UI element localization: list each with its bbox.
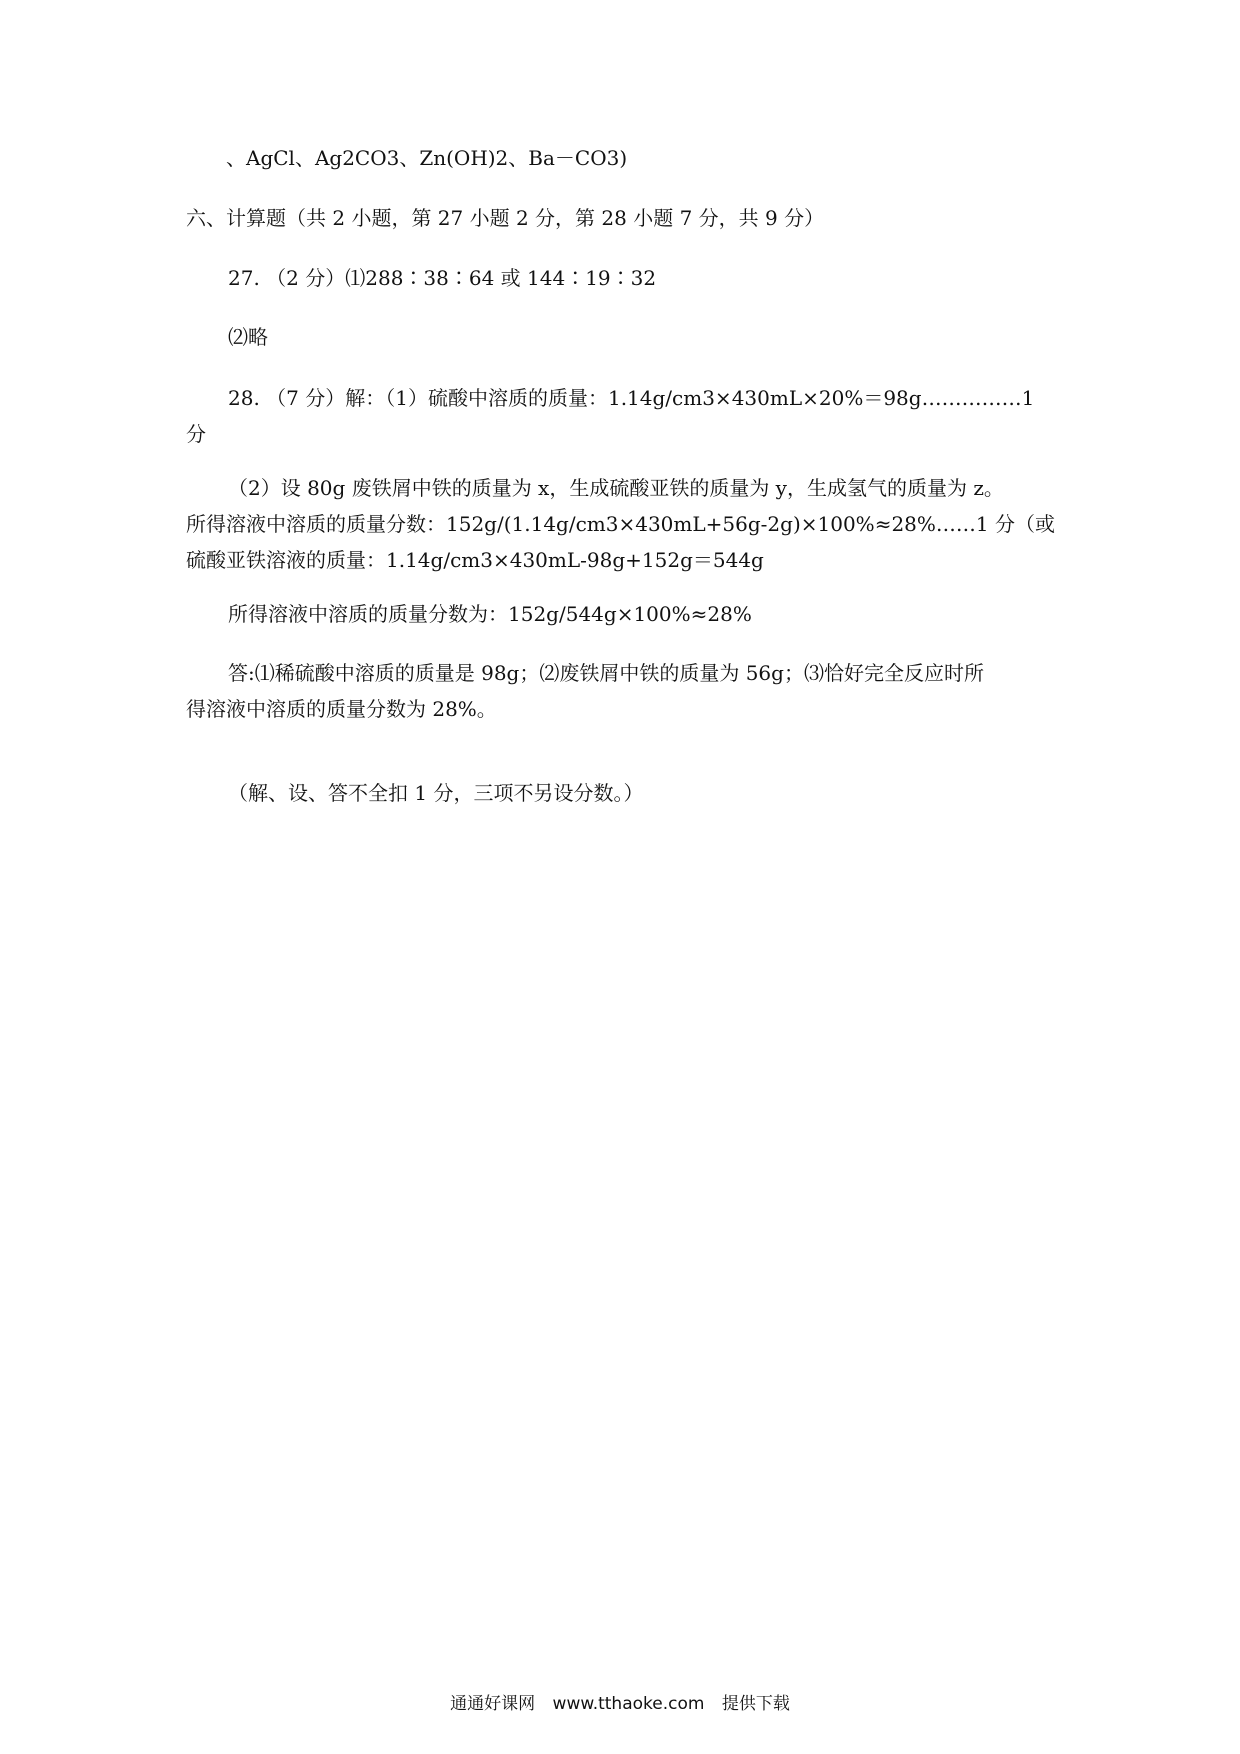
- footer-url: www.tthaoke.com: [552, 1694, 705, 1714]
- question-28-part2: [186, 470, 1066, 578]
- question-28-intro-line2: 分: [186, 422, 206, 446]
- question-28-part2-line1: （2）设 80g 废铁屑中铁的质量为 x，生成硫酸亚铁的质量为 y，生成氢气的质量为 z。: [228, 476, 1004, 500]
- grading-note: （解、设、答不全扣 1 分，三项不另设分数。）: [228, 781, 644, 805]
- question-27-part2: ⑵略: [228, 325, 268, 349]
- answer-line1: 答:⑴稀硫酸中溶质的质量是 98g；⑵废铁屑中铁的质量为 56g；⑶恰好完全反应时所: [228, 661, 984, 685]
- salts-line: 、AgCl、Ag2CO3、Zn(OH)2、Ba－CO3): [226, 146, 628, 170]
- footer-site-name: 通通好课网: [450, 1694, 536, 1714]
- page-footer: [0, 1692, 1240, 1716]
- question-28-part2-line3: 硫酸亚铁溶液的质量：1.14g/cm3×430mL-98g+152g＝544g: [186, 548, 764, 572]
- question-28-intro: [186, 380, 1066, 452]
- answer: [186, 655, 1066, 727]
- footer-provider: 提供下载: [721, 1694, 790, 1714]
- answer-line2: 得溶液中溶质的质量分数为 28%。: [186, 697, 497, 721]
- question-27-part1: 27. （2 分）⑴288∶38∶64 或 144∶19∶32: [228, 266, 657, 290]
- question-28-fraction: 所得溶液中溶质的质量分数为：152g/544g×100%≈28%: [228, 602, 752, 626]
- question-28-intro-line1: 28. （7 分）解：（1）硫酸中溶质的质量：1.14g/cm3×430mL×20%＝98g……………1: [228, 386, 1035, 410]
- section-heading: 六、计算题（共 2 小题，第 27 小题 2 分，第 28 小题 7 分，共 9 分）: [186, 206, 825, 230]
- question-28-part2-line2: 所得溶液中溶质的质量分数：152g/(1.14g/cm3×430mL+56g-2g)×100%≈28%……1 分（或: [186, 512, 1055, 536]
